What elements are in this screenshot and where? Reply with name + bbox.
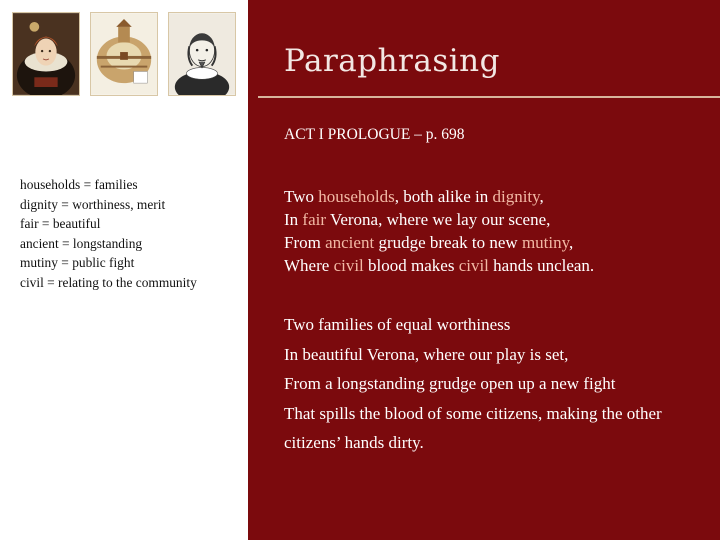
highlighted-word: ancient — [325, 233, 375, 252]
slide-title: Paraphrasing — [284, 43, 500, 79]
verse-line — [284, 254, 718, 277]
verse-line — [284, 208, 718, 231]
verse-line — [284, 185, 718, 208]
glossary-item: ancient = longstanding — [20, 235, 143, 251]
glossary-item: mutiny = public fight — [20, 255, 135, 271]
verse-text: In — [284, 210, 303, 229]
highlighted-word: dignity — [492, 187, 540, 206]
verse-text: From — [284, 233, 326, 252]
verse-text: Two — [284, 187, 319, 206]
glossary-item: civil = relating to the community — [20, 274, 197, 290]
highlighted-word: civil — [458, 256, 489, 275]
glossary-item: dignity = worthiness, merit — [20, 196, 166, 212]
paraphrase-line: That spills the blood of some citizens, making the other citizens’ hands dirty. — [284, 403, 662, 452]
title-divider — [258, 96, 720, 98]
glossary-item: households = families — [20, 177, 138, 192]
verse-text: Verona, where we lay our scene, — [326, 210, 551, 229]
paraphrase-text — [284, 310, 720, 458]
paraphrase-line: From a longstanding grudge open up a new fight — [284, 374, 616, 393]
verse-text: , — [539, 187, 544, 206]
glossary-list — [20, 175, 240, 293]
globe-theatre-image — [90, 12, 158, 96]
verse-text: , — [569, 233, 574, 252]
highlighted-word: civil — [333, 256, 364, 275]
paraphrase-line: Two families of equal worthiness — [284, 315, 511, 334]
verse-text: , both alike in — [394, 187, 493, 206]
highlighted-word: mutiny — [521, 233, 570, 252]
verse-text: Where — [284, 256, 334, 275]
verse-text: blood makes — [363, 256, 459, 275]
glossary-item: fair = beautiful — [20, 216, 101, 232]
highlighted-word: fair — [302, 210, 327, 229]
paraphrase-line: In beautiful Verona, where our play is set, — [284, 344, 569, 364]
slide-subtitle: ACT I PROLOGUE – p. 698 — [284, 126, 465, 143]
verse-text: hands unclean. — [488, 256, 595, 275]
queen-portrait-image — [12, 12, 80, 96]
verse-line — [284, 231, 718, 254]
verse-text: grudge break to new — [374, 233, 522, 252]
highlighted-word: households — [318, 187, 395, 206]
shakespeare-portrait-image — [168, 12, 236, 96]
original-verse — [284, 185, 718, 277]
